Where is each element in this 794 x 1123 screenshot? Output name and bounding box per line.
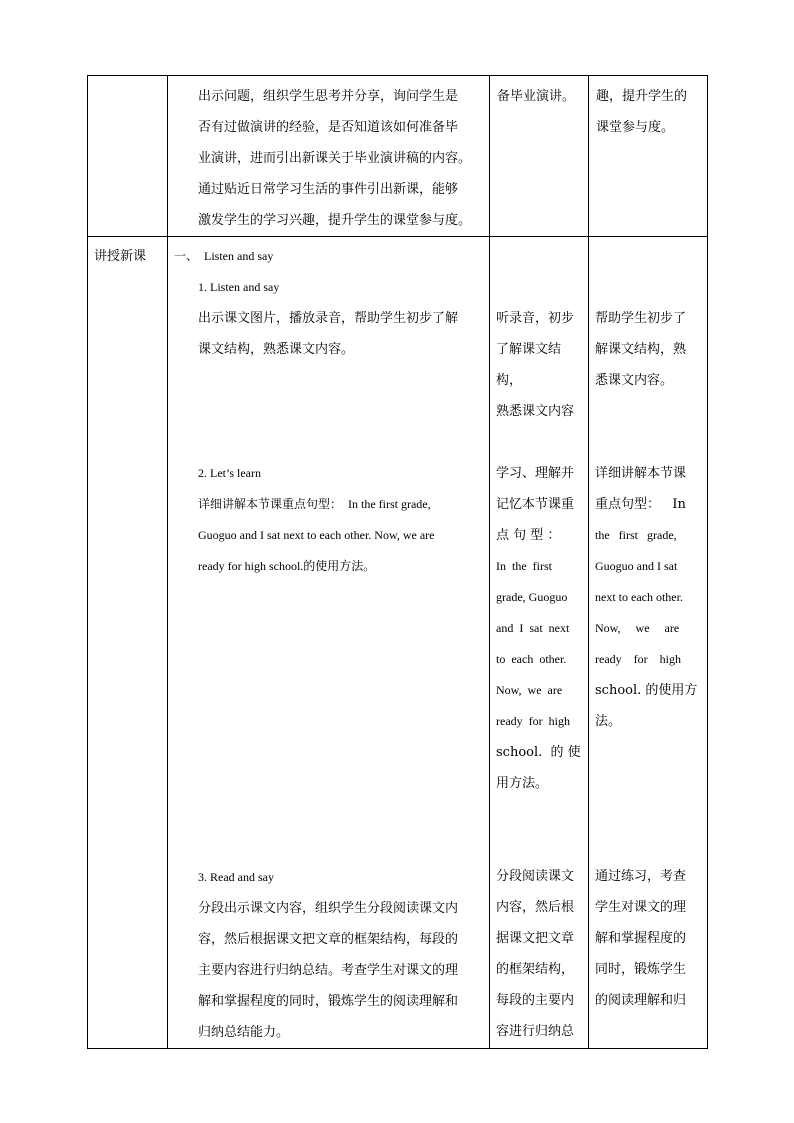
part2-purpose-line: the first grade, [595,528,677,542]
section-label: 讲授新课 [94,249,147,264]
part2-purpose-line: 重点句型： In [595,497,686,512]
part3-student-line: 容进行归纳总 [496,1024,575,1039]
part2-purpose-line: Guoguo and I sat [595,559,678,573]
part3-student-line: 的框架结构， [496,962,575,977]
part1-student-line: 听录音，初步 [496,311,575,326]
intro-purpose-line: 趣，提升学生的 [596,89,688,104]
intro-teacher-cell [168,76,490,237]
part1-title: 1. Listen and say [198,280,280,294]
part2-student-line: grade, Guoguo [496,590,568,604]
part1-purpose-line: 悉课文内容。 [595,373,674,388]
part1-purpose-line: 解课文结构，熟 [595,342,687,357]
intro-purpose-cell [589,76,708,237]
part2-purpose-line: Now, we are [595,621,680,635]
part3-student-line: 据课文把文章 [496,931,575,946]
part3-purpose-line: 学生对课文的理 [595,900,687,915]
part2-student-line: In the first [496,559,552,573]
intro-student-cell [490,76,589,237]
part3-purpose-line: 同时，锻炼学生 [595,962,687,977]
part3-student-line: 内容，然后根 [496,900,575,915]
new-lesson-label-cell [88,237,168,1049]
part3-teacher-line: 主要内容进行归纳总结。考查学生对课文的理 [198,963,459,978]
part2-student-line: and I sat next [496,621,570,635]
part1-student-line: 了解课文结构， [496,342,562,388]
intro-teacher-line: 通过贴近日常学习生活的事件引出新课，能够 [198,182,459,197]
part1-teacher-line: 出示课文图片，播放录音，帮助学生初步了解 [198,311,459,326]
new-lesson-student-cell [490,237,589,1049]
intro-row [88,76,708,237]
part2-teacher-line: ready for high school.的使用方法。 [198,559,376,573]
intro-teacher-line: 业演讲，进而引出新课关于毕业演讲稿的内容。 [198,151,472,166]
part2-student-line: Now, we are [496,683,563,697]
part2-student-line: school. 的 使 [496,745,581,760]
part2-purpose-line: next to each other. [595,590,683,604]
new-lesson-teacher-cell [168,237,490,1049]
part3-teacher-line: 分段出示课文内容，组织学生分段阅读课文内 [198,901,459,916]
part3-purpose-line: 通过练习，考查 [595,869,687,884]
part1-student-line: 熟悉课文内容 [496,404,575,419]
part2-student-line: ready for high [496,714,570,728]
intro-purpose-line: 课堂参与度。 [596,120,675,135]
part2-student-line: 点 句 型 ： [496,528,561,543]
intro-student-text: 备毕业演讲。 [497,89,576,104]
part2-student-line: 学习、理解并 [496,466,575,481]
part2-student-line: 记忆本节课重 [496,497,575,512]
part2-teacher-line: Guoguo and I sat next to each other. Now, we are [198,528,435,542]
part2-student-line: to each other. [496,652,567,666]
part3-student-line: 分段阅读课文 [496,869,575,884]
section-heading: 一、 Listen and say [174,249,274,263]
part1-purpose-line: 帮助学生初步了 [595,311,687,326]
lesson-plan-table [87,75,708,1049]
intro-teacher-line: 出示问题，组织学生思考并分享，询问学生是 [198,89,459,104]
part3-teacher-line: 解和掌握程度的同时，锻炼学生的阅读理解和 [198,994,459,1009]
part3-teacher-line: 归纳总结能力。 [198,1025,290,1040]
part2-purpose-line: 详细讲解本节课 [595,466,687,481]
part2-student-line: 用方法。 [496,776,549,791]
part2-purpose-line: school. 的使用方 [595,683,698,698]
intro-teacher-line: 否有过做演讲的经验，是否知道该如何准备毕 [198,120,459,135]
part2-title: 2. Let’s learn [198,466,261,480]
intro-label-cell [88,76,168,237]
part2-purpose-line: ready for high [595,652,681,666]
part2-teacher-line: 详细讲解本节课重点句型： In the first grade, [198,497,431,511]
intro-teacher-line: 激发学生的学习兴趣，提升学生的课堂参与度。 [198,213,472,228]
part3-teacher-line: 容，然后根据课文把文章的框架结构，每段的 [198,932,459,947]
new-lesson-purpose-cell [589,237,708,1049]
part3-purpose-line: 解和掌握程度的 [595,931,687,946]
part3-title: 3. Read and say [198,870,274,884]
part3-purpose-line: 的阅读理解和归 [595,993,687,1008]
part2-purpose-line: 法。 [595,714,622,729]
part1-teacher-line: 课文结构，熟悉课文内容。 [198,342,355,357]
part3-student-line: 每段的主要内 [496,993,575,1008]
new-lesson-row [88,237,708,1049]
